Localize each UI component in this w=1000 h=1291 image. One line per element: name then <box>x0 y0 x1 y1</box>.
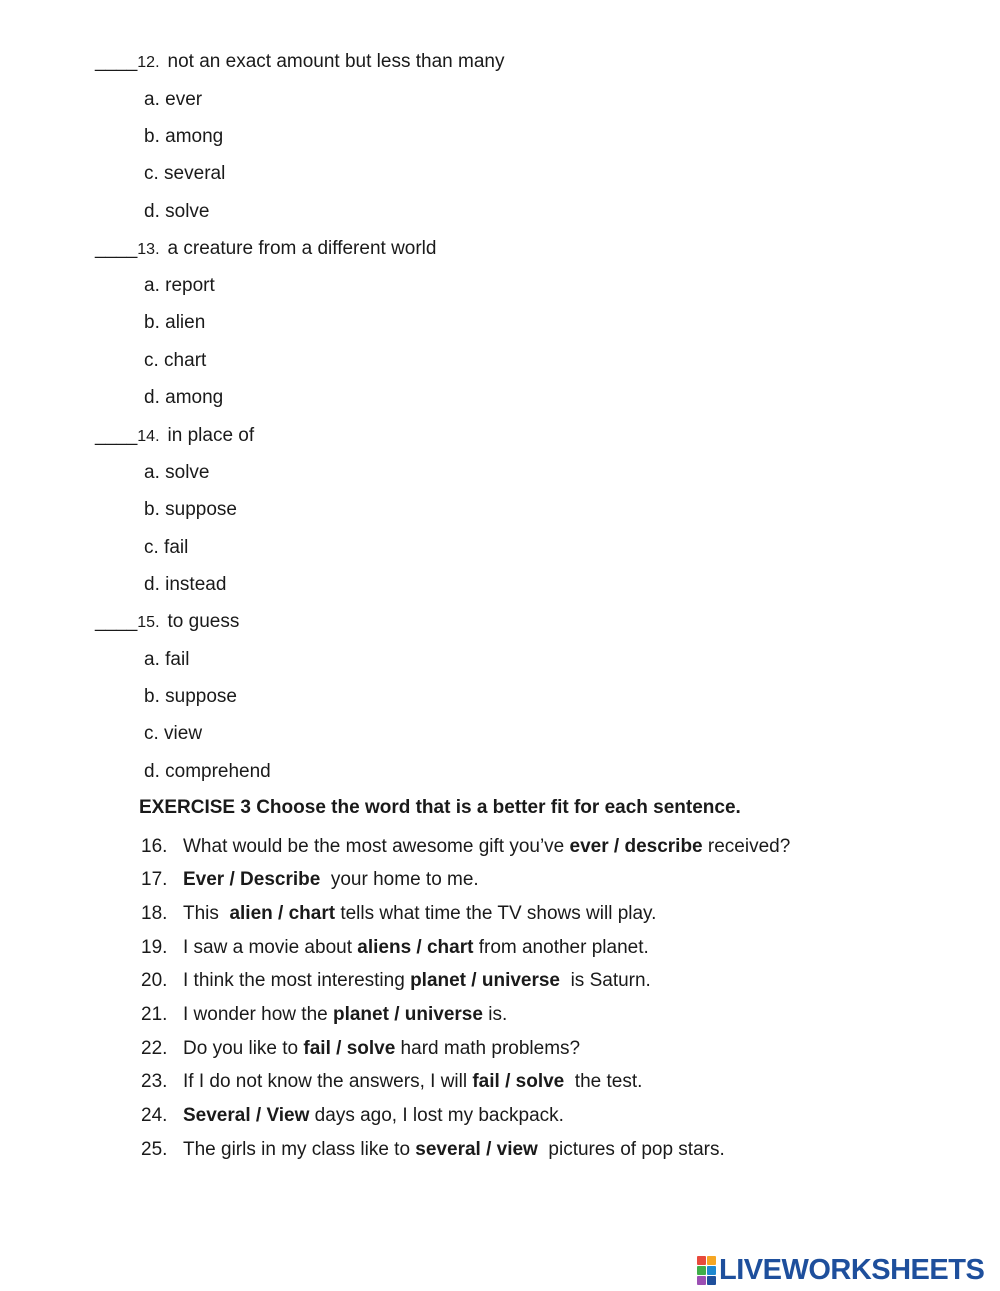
question-number: 14. <box>137 428 160 445</box>
sentence-24 <box>141 1104 564 1128</box>
logo-block <box>697 1256 706 1265</box>
logo-block <box>697 1266 706 1275</box>
option-14a: a. solve <box>144 462 210 483</box>
answer-blank[interactable]: ____ <box>95 425 138 446</box>
sentence-number: 18. <box>141 903 168 924</box>
sentence-text: I think the most interesting <box>183 970 411 991</box>
sentence-text: I saw a movie about <box>183 937 358 958</box>
sentence-number: 20. <box>141 970 168 991</box>
sentence-20 <box>141 969 651 993</box>
logo-block <box>707 1276 716 1285</box>
question-13 <box>95 237 436 262</box>
sentence-text: your home to me. <box>320 869 479 890</box>
question-text: not an exact amount but less than many <box>167 51 505 72</box>
option-15c: c. view <box>144 723 203 744</box>
option-15a: a. fail <box>144 649 190 670</box>
sentence-text: I wonder how the <box>183 1004 333 1025</box>
sentence-22 <box>141 1037 580 1061</box>
word-choice[interactable]: Several / View <box>183 1105 310 1126</box>
question-number: 12. <box>137 54 160 71</box>
question-text: a creature from a different world <box>167 238 437 259</box>
answer-blank[interactable]: ____ <box>95 51 138 72</box>
logo-block <box>707 1266 716 1275</box>
question-14 <box>95 424 254 449</box>
answer-blank[interactable]: ____ <box>95 238 138 259</box>
word-choice[interactable]: Ever / Describe <box>183 869 321 890</box>
exercise-3-title: EXERCISE 3 Choose the word that is a better fit for each sentence. <box>139 797 741 818</box>
answer-blank[interactable]: ____ <box>95 611 138 632</box>
sentence-text: from another planet. <box>473 937 649 958</box>
question-text: in place of <box>167 425 255 446</box>
sentence-text: hard math problems? <box>395 1038 581 1059</box>
option-13b: b. alien <box>144 312 206 333</box>
sentence-19 <box>141 936 649 960</box>
option-15b: b. suppose <box>144 686 237 707</box>
option-13c: c. chart <box>144 350 207 371</box>
word-choice[interactable]: fail / solve <box>472 1071 565 1092</box>
sentence-number: 23. <box>141 1071 168 1092</box>
sentence-number: 19. <box>141 937 168 958</box>
sentence-23 <box>141 1070 642 1094</box>
sentence-text: What would be the most awesome gift you’ve <box>183 836 570 857</box>
question-12 <box>95 50 504 75</box>
sentence-text: received? <box>702 836 791 857</box>
sentence-text: pictures of pop stars. <box>537 1139 725 1160</box>
option-14b: b. suppose <box>144 499 237 520</box>
logo-block <box>697 1276 706 1285</box>
sentence-number: 16. <box>141 836 168 857</box>
logo-mark-icon <box>697 1256 716 1285</box>
question-number: 15. <box>137 614 160 631</box>
word-choice[interactable]: aliens / chart <box>357 937 474 958</box>
sentence-text: is. <box>482 1004 508 1025</box>
sentence-text: Do you like to <box>183 1038 304 1059</box>
option-12a: a. ever <box>144 89 203 110</box>
sentence-text: the test. <box>564 1071 643 1092</box>
sentence-text: days ago, I lost my backpack. <box>309 1105 564 1126</box>
sentence-16 <box>141 835 790 859</box>
sentence-text: If I do not know the answers, I will <box>183 1071 473 1092</box>
option-12d: d. solve <box>144 201 210 222</box>
sentence-18 <box>141 902 656 926</box>
liveworksheets-logo <box>697 1255 984 1285</box>
option-14d: d. instead <box>144 574 227 595</box>
sentence-text: This <box>183 903 230 924</box>
option-12c: c. several <box>144 163 226 184</box>
word-choice[interactable]: planet / universe <box>410 970 561 991</box>
sentence-number: 22. <box>141 1038 168 1059</box>
sentence-21 <box>141 1003 507 1027</box>
sentence-number: 25. <box>141 1139 168 1160</box>
option-13d: d. among <box>144 387 224 408</box>
sentence-25 <box>141 1138 725 1162</box>
word-choice[interactable]: ever / describe <box>569 836 703 857</box>
question-15 <box>95 610 239 635</box>
option-14c: c. fail <box>144 537 189 558</box>
logo-text: LIVEWORKSHEETS <box>719 1253 985 1286</box>
option-15d: d. comprehend <box>144 761 271 782</box>
option-12b: b. among <box>144 126 224 147</box>
word-choice[interactable]: fail / solve <box>303 1038 396 1059</box>
question-text: to guess <box>167 611 240 632</box>
question-number: 13. <box>137 241 160 258</box>
sentence-number: 24. <box>141 1105 168 1126</box>
sentence-text: tells what time the TV shows will play. <box>335 903 657 924</box>
sentence-text: The girls in my class like to <box>183 1139 416 1160</box>
sentence-number: 17. <box>141 869 168 890</box>
word-choice[interactable]: several / view <box>415 1139 538 1160</box>
option-13a: a. report <box>144 275 215 296</box>
sentence-number: 21. <box>141 1004 168 1025</box>
sentence-17 <box>141 868 479 892</box>
sentence-text: is Saturn. <box>560 970 651 991</box>
word-choice[interactable]: planet / universe <box>332 1004 483 1025</box>
word-choice[interactable]: alien / chart <box>229 903 336 924</box>
logo-block <box>707 1256 716 1265</box>
